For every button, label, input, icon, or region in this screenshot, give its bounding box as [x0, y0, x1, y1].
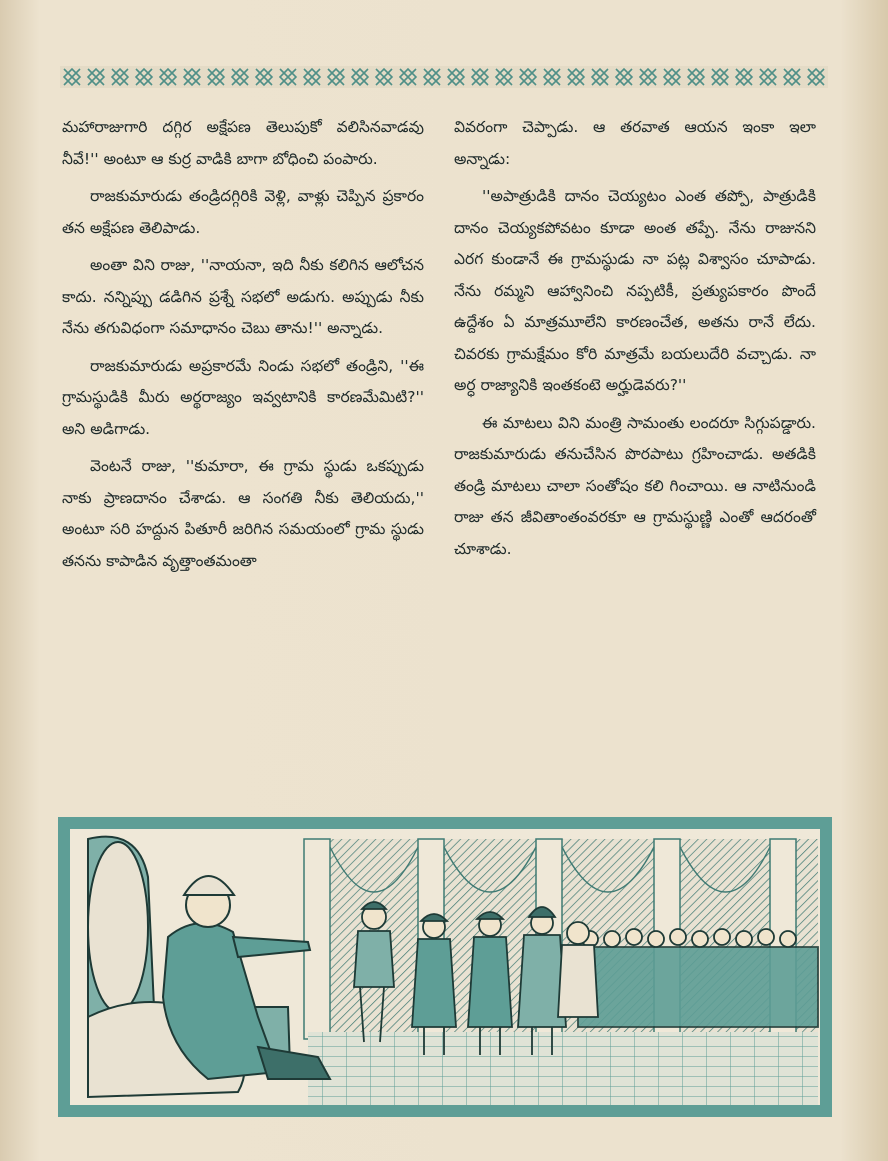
left-paragraph-5: వెంటనే రాజు, ''కుమారా, ఈ గ్రామ స్థుడు ఒకప్పుడు నాకు ప్రాణదానం చేశాడు. ఆ సంగతి నీకు తెలియదు,'' అంటూ సరి హద్దున పితూరీ జరిగిన సమయంలో గ్రామ స్థుడు తనను కాపాడిన వృత్తాంతమంతా: [62, 457, 424, 570]
left-text-column: [62, 112, 424, 583]
right-text-column: [454, 112, 816, 571]
left-paragraph-1: మహారాజుగారి దగ్గిర అక్షేపణ తెలుపుకో వలిసినవాడవు నీవే!'' అంటూ ఆ కుర్ర వాడికి బాగా బోధించి పంపారు.: [62, 118, 424, 168]
right-paragraph-3: ఈ మాటలు విని మంత్రి సామంతు లందరూ సిగ్గుపడ్డారు. రాజకుమారుడు తనుచేసిన పొరపాటు గ్రహించాడు. అతడికి తండ్రి మాటలు చాలా సంతోషం కలి గించాయి. ఆ నాటినుండి రాజు తన జీవితాంతంవరకూ ఆ గ్రామస్థుణ్ణి ఎంతో ఆదరంతో చూశాడు.: [454, 413, 816, 558]
teal-floral-border-icon: [60, 66, 828, 88]
left-paragraph-2: రాజకుమారుడు తండ్రిదగ్గిరికి వెళ్లి, వాళ్లు చెప్పిన ప్రకారం తన అక్షేపణ తెలిపాడు.: [62, 187, 424, 237]
right-paragraph-1: వివరంగా చెప్పాడు. ఆ తరవాత ఆయన ఇంకా ఇలా అన్నాడు:: [454, 118, 816, 168]
king-court-illustration: [58, 817, 832, 1117]
right-paragraph-2: ''అపాత్రుడికి దానం చెయ్యటం ఎంత తప్పో, పాత్రుడికి దానం చెయ్యకపోవటం కూడా అంత తప్పే. నేను రాజునని ఎరగ కుండానే ఈ గ్రామస్థుడు నా పట్ల విశ్వాసం చూపాడు. నేను రమ్మని ఆహ్వానించి నప్పటికీ, ప్రత్యుపకారం పొందే ఉద్దేశం ఏ మాత్రమూలేని కారణంచేత, అతను రానే లేదు. చివరకు గ్రామక్షేమం కోరి మాత్రమే బయలుదేరి వచ్చాడు. నా అర్ధ రాజ్యానికి ఇంతకంటె అర్హుడెవరు?'': [454, 187, 816, 394]
left-paragraph-3: అంతా విని రాజు, ''నాయనా, ఇది నీకు కలిగిన ఆలోచన కాదు. నన్నిప్పు డడిగిన ప్రశ్నే సభలో అడుగు. అప్పుడు నీకు నేను తగువిధంగా సమాధానం చెబు తాను!'' అన్నాడు.: [62, 256, 424, 337]
left-paragraph-4: రాజకుమారుడు అప్రకారమే నిండు సభలో తండ్రిని, ''ఈ గ్రామస్థుడికి మీరు అర్థరాజ్యం ఇవ్వటానికి కారణమేమిటి?'' అని అడిగాడు.: [62, 356, 424, 438]
